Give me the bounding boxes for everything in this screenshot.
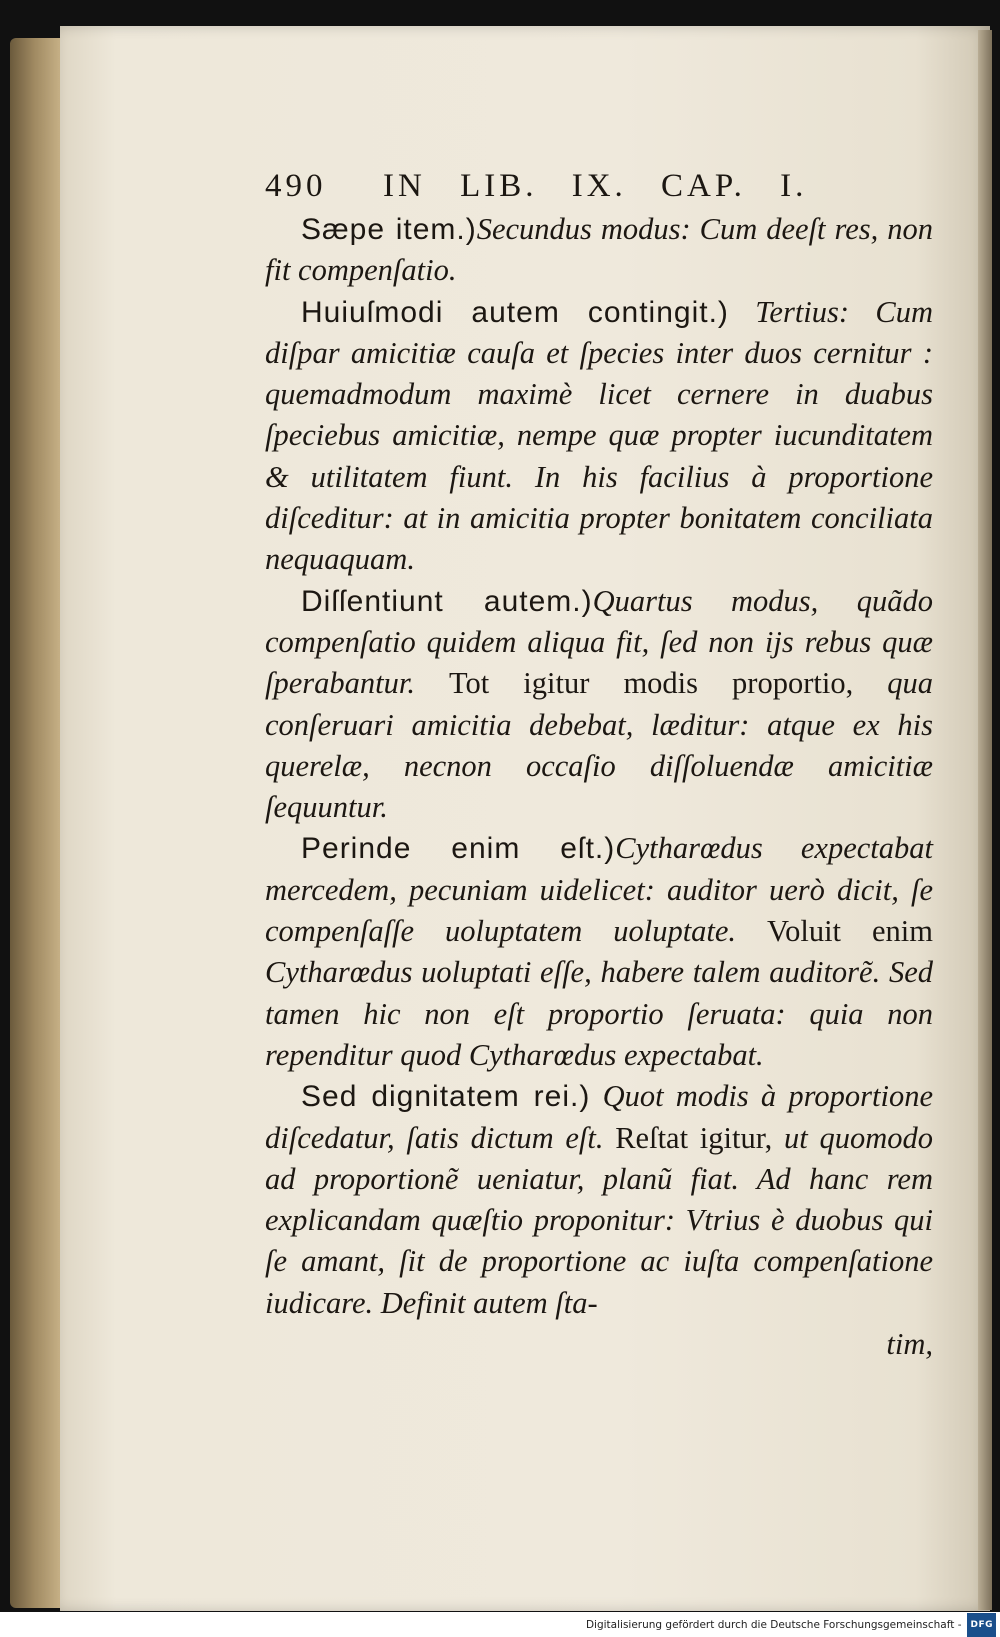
lemma: Sæpe item.) — [301, 213, 477, 246]
commentary-roman-text: Reſtat igitur, — [615, 1120, 773, 1155]
funding-credit: Digitalisierung gefördert durch die Deutsche Forschungsgemeinschaft - — [585, 1619, 962, 1631]
commentary-text: Cytharœdus uoluptati eſſe, habere talem auditorẽ. Sed tamen hic non eſt proportio ſeruata: quia non rependitur quod Cytharœdus expectabat. — [265, 955, 933, 1072]
page-text — [265, 168, 933, 1365]
commentary-text: Cytharœdus expectabat mercedem, pecuniam uidelicet: auditor uerò dicit, ſe compenſaſſe uoluptatem uoluptate. — [265, 831, 933, 949]
lemma: Diſſentiunt autem.) — [301, 584, 593, 618]
lemma: Huiuſmodi autem contingit.) — [301, 295, 729, 329]
lemma: Perinde enim eſt.) — [301, 832, 616, 866]
commentary-roman-text: Voluit enim — [767, 914, 933, 949]
running-head — [265, 168, 933, 205]
page-number: 490 — [265, 168, 327, 204]
commentary-text: qua conſeruari amicitia debebat, læditur: atque ex his querelæ, necnon occaſio diſſoluendæ amicitiæ ſequuntur. — [265, 666, 934, 825]
commentary-text: Quot modis à proportione diſcedatur, ſatis dictum eſt. — [265, 1079, 933, 1155]
running-title: IN LIB. IX. CAP. I. — [383, 168, 808, 204]
commentary-text: ut quomodo ad proportionẽ ueniatur, planũ fiat. Ad hanc rem explicandam quæſtio proponitur: Vtrius è duobus qui ſe amant, ſit de proportione ac iuſta compenſatione iudicare. Definit autem ſta- — [265, 1120, 933, 1320]
dfg-logo: DFG — [967, 1613, 996, 1637]
lemma: Sed dignitatem rei.) — [301, 1080, 591, 1114]
page-gutter-edge — [978, 30, 992, 1610]
commentary-text: Tertius: Cum diſpar amicitiæ cauſa et ſpecies inter duos cernitur : quemadmodum maximè licet cernere in duabus ſpeciebus amicitiæ, nempe quæ propter iucunditatem & utilitatem fiunt. In his facilius à proportione diſceditur: at in amicitia propter bonitatem conciliata nequaquam. — [265, 294, 933, 577]
paragraph-4 — [265, 828, 933, 1076]
paragraph-1 — [265, 209, 933, 292]
commentary-text: Secundus modus: Cum deeſt res, non fit compenſatio. — [265, 212, 933, 288]
paragraph-5 — [265, 1076, 933, 1324]
commentary-text: Quartus modus, quãdo compenſatio quidem aliqua fit, ſed non ijs rebus quæ ſperabantur. — [265, 583, 933, 701]
digitization-footer — [0, 1613, 1000, 1635]
catchword: tim, — [886, 1327, 933, 1362]
commentary-roman-text: Tot igitur modis proportio, — [449, 666, 854, 701]
paragraph-2 — [265, 292, 933, 581]
paragraph-3 — [265, 581, 933, 829]
